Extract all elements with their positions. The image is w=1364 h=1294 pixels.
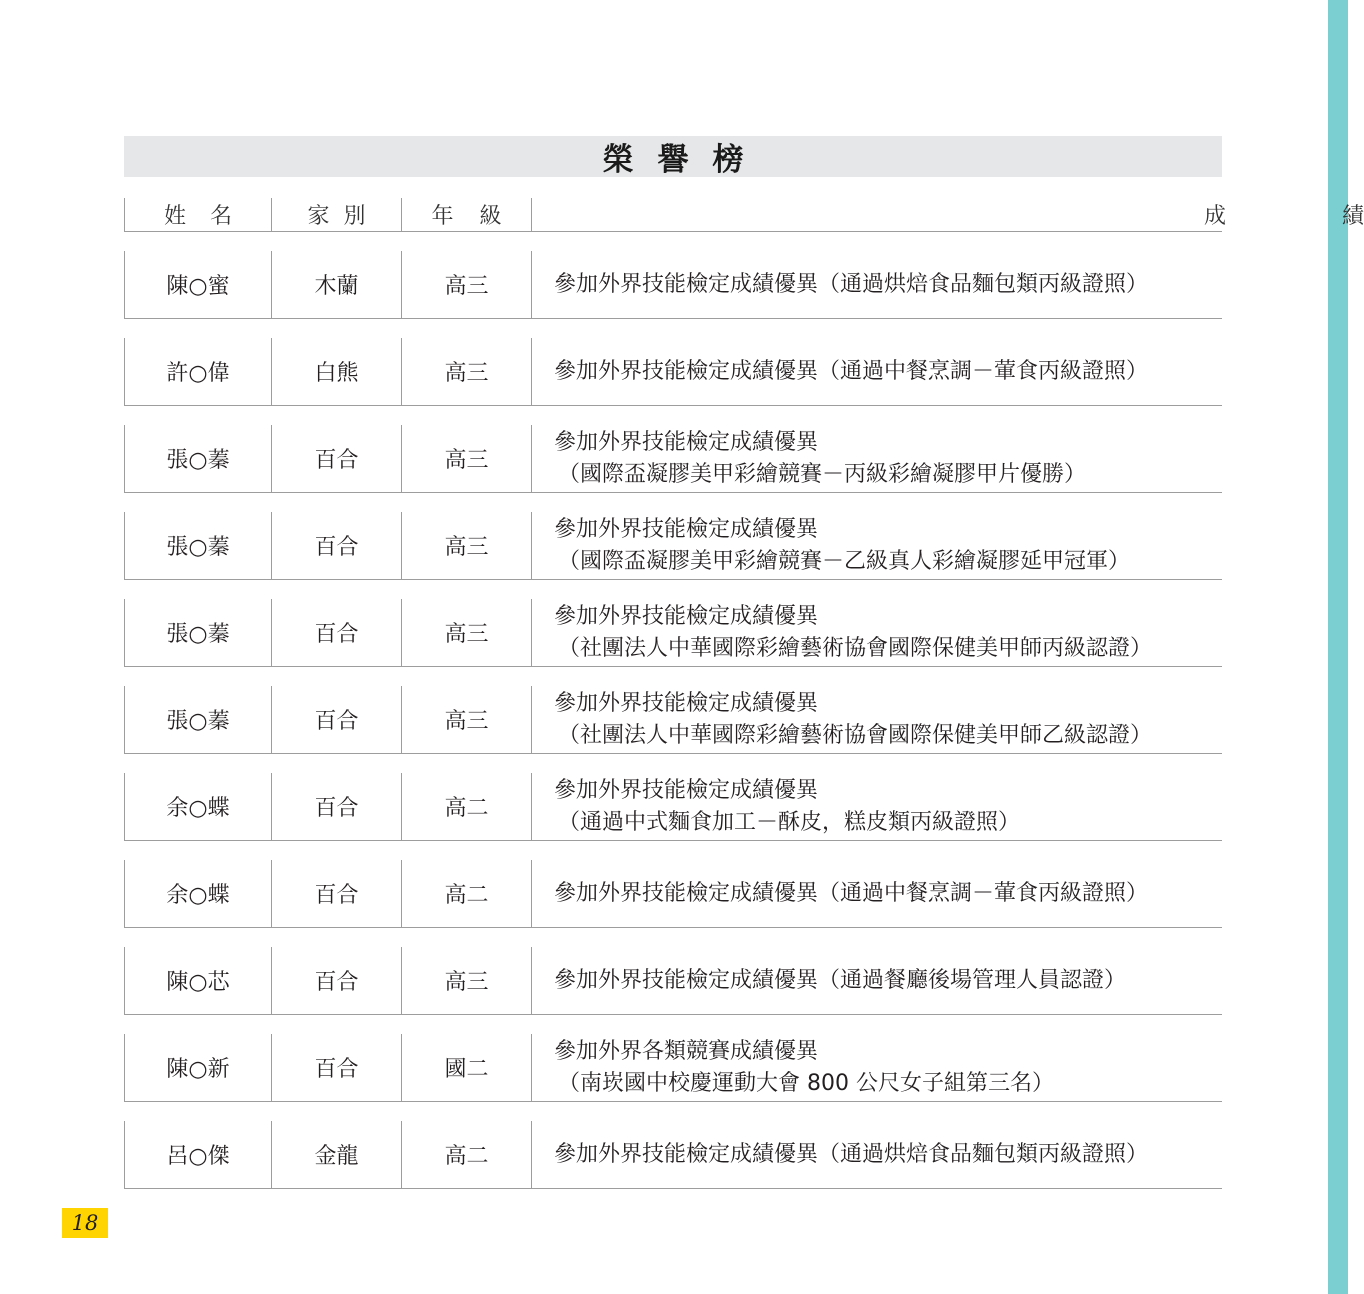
cell-achievement bbox=[531, 686, 1222, 753]
table-row bbox=[124, 251, 1222, 319]
cell-name: 張○蓁 bbox=[124, 512, 271, 579]
cell-house: 百合 bbox=[271, 860, 401, 927]
cell-name: 余○蝶 bbox=[124, 773, 271, 840]
cell-achievement bbox=[531, 773, 1222, 840]
header-name bbox=[124, 198, 271, 231]
achievement-line-1: 參加外界技能檢定成績優異（通過中餐烹調－葷食丙級證照） bbox=[554, 880, 1149, 906]
cell-grade: 高二 bbox=[401, 1121, 531, 1188]
cell-grade: 高二 bbox=[401, 860, 531, 927]
cell-house: 百合 bbox=[271, 425, 401, 492]
table-row bbox=[124, 686, 1222, 754]
cell-achievement bbox=[531, 251, 1222, 318]
title-bar bbox=[124, 136, 1222, 177]
cell-house: 百合 bbox=[271, 599, 401, 666]
cell-grade: 高三 bbox=[401, 338, 531, 405]
table-row bbox=[124, 425, 1222, 493]
header-achievement bbox=[531, 198, 1364, 231]
achievement-line-1: 參加外界技能檢定成績優異（通過中餐烹調－葷食丙級證照） bbox=[554, 358, 1149, 384]
cell-achievement bbox=[531, 1034, 1222, 1101]
achievement-line-1: 參加外界技能檢定成績優異 bbox=[554, 603, 819, 629]
header-house-label: 家別 bbox=[307, 204, 380, 229]
cell-achievement bbox=[531, 512, 1222, 579]
table-header bbox=[124, 198, 1364, 232]
cell-house: 百合 bbox=[271, 512, 401, 579]
table-row bbox=[124, 947, 1222, 1015]
cell-grade: 高三 bbox=[401, 686, 531, 753]
cell-achievement bbox=[531, 599, 1222, 666]
table-row bbox=[124, 860, 1222, 928]
achievement-line-2: （國際盃凝膠美甲彩繪競賽－乙級真人彩繪凝膠延甲冠軍） bbox=[558, 548, 1131, 574]
table-row bbox=[124, 599, 1222, 667]
cell-achievement bbox=[531, 860, 1222, 927]
cell-achievement bbox=[531, 947, 1222, 1014]
cell-house: 百合 bbox=[271, 1034, 401, 1101]
cell-house: 百合 bbox=[271, 773, 401, 840]
cell-grade: 國二 bbox=[401, 1034, 531, 1101]
achievement-line-2: （南崁國中校慶運動大會 800 公尺女子組第三名） bbox=[558, 1070, 1054, 1096]
achievement-line-1: 參加外界技能檢定成績優異 bbox=[554, 777, 819, 803]
cell-grade: 高三 bbox=[401, 599, 531, 666]
cell-achievement bbox=[531, 338, 1222, 405]
table-row bbox=[124, 1121, 1222, 1189]
cell-grade: 高三 bbox=[401, 512, 531, 579]
cell-house: 百合 bbox=[271, 947, 401, 1014]
header-grade bbox=[401, 198, 531, 231]
page-number: 18 bbox=[62, 1208, 108, 1238]
cell-grade: 高三 bbox=[401, 425, 531, 492]
cell-house: 百合 bbox=[271, 686, 401, 753]
table-row bbox=[124, 512, 1222, 580]
cell-grade: 高三 bbox=[401, 251, 531, 318]
achievement-line-1: 參加外界技能檢定成績優異（通過烘焙食品麵包類丙級證照） bbox=[554, 1141, 1149, 1167]
cell-house: 白熊 bbox=[271, 338, 401, 405]
achievement-line-1: 參加外界技能檢定成績優異 bbox=[554, 690, 819, 716]
achievement-line-2: （國際盃凝膠美甲彩繪競賽－丙級彩繪凝膠甲片優勝） bbox=[558, 461, 1087, 487]
achievement-line-1: 參加外界技能檢定成績優異 bbox=[554, 429, 819, 455]
header-name-label: 姓名 bbox=[163, 204, 256, 229]
achievement-line-1: 參加外界各類競賽成績優異 bbox=[554, 1038, 819, 1064]
header-achievement-label-1: 成 bbox=[1204, 204, 1227, 229]
cell-name: 陳○芯 bbox=[124, 947, 271, 1014]
header-achievement-label-2: 績 bbox=[1342, 204, 1364, 229]
achievement-line-1: 參加外界技能檢定成績優異（通過餐廳後場管理人員認證） bbox=[554, 967, 1127, 993]
cell-name: 張○蓁 bbox=[124, 686, 271, 753]
cell-name: 余○蝶 bbox=[124, 860, 271, 927]
honor-table-body bbox=[124, 251, 1222, 1208]
page-title: 榮譽榜 bbox=[602, 142, 768, 178]
cell-achievement bbox=[531, 425, 1222, 492]
decorative-side-bar bbox=[1328, 0, 1348, 1294]
cell-house: 木蘭 bbox=[271, 251, 401, 318]
cell-name: 張○蓁 bbox=[124, 425, 271, 492]
achievement-line-1: 參加外界技能檢定成績優異 bbox=[554, 516, 819, 542]
cell-grade: 高二 bbox=[401, 773, 531, 840]
cell-name: 陳○新 bbox=[124, 1034, 271, 1101]
cell-name: 呂○傑 bbox=[124, 1121, 271, 1188]
table-row bbox=[124, 773, 1222, 841]
cell-name: 陳○蜜 bbox=[124, 251, 271, 318]
table-row bbox=[124, 338, 1222, 406]
cell-house: 金龍 bbox=[271, 1121, 401, 1188]
cell-name: 許○偉 bbox=[124, 338, 271, 405]
achievement-line-2: （社團法人中華國際彩繪藝術協會國際保健美甲師乙級認證） bbox=[558, 722, 1153, 748]
cell-achievement bbox=[531, 1121, 1222, 1188]
table-row bbox=[124, 1034, 1222, 1102]
achievement-line-2: （社團法人中華國際彩繪藝術協會國際保健美甲師丙級認證） bbox=[558, 635, 1153, 661]
header-grade-label: 年級 bbox=[431, 204, 528, 229]
cell-grade: 高三 bbox=[401, 947, 531, 1014]
achievement-line-2: （通過中式麵食加工－酥皮，糕皮類丙級證照） bbox=[558, 809, 1021, 835]
achievement-line-1: 參加外界技能檢定成績優異（通過烘焙食品麵包類丙級證照） bbox=[554, 271, 1149, 297]
header-house bbox=[271, 198, 401, 231]
cell-name: 張○蓁 bbox=[124, 599, 271, 666]
